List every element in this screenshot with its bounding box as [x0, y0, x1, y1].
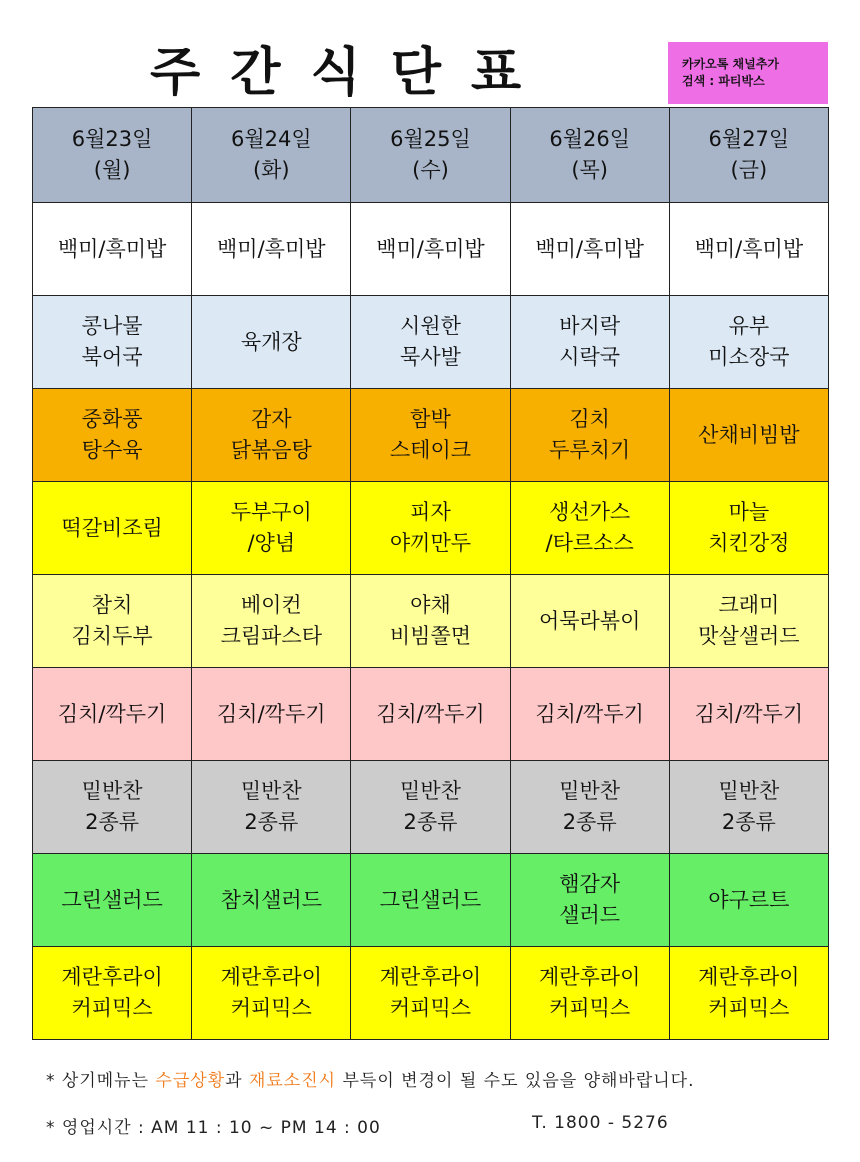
menu-item-text: 김치/깍두기 [217, 701, 326, 726]
menu-item-text: 그린샐러드 [61, 887, 163, 912]
menu-cell [192, 389, 351, 482]
menu-item-text: 커피믹스 [230, 996, 312, 1020]
menu-item-text: 백미/흑미밥 [376, 236, 485, 261]
menu-item-text: 2종류 [403, 810, 458, 834]
menu-cell [33, 854, 192, 947]
menu-cell [351, 668, 510, 761]
menu-cell [510, 482, 669, 575]
menu-item-text: 김치/깍두기 [694, 701, 804, 726]
date-header-cell [510, 108, 669, 203]
menu-item-text: 감자 [250, 407, 292, 431]
menu-item-text: 참치샐러드 [220, 887, 322, 912]
menu-item-text: 피자 [410, 500, 451, 524]
kakao-line-2: 검색 : 파티박스 [682, 74, 765, 88]
menu-cell [33, 482, 192, 575]
menu-cell [510, 854, 669, 947]
notice-highlight-supply: 수급상황 [155, 1071, 226, 1091]
date-header-row [33, 108, 829, 203]
kakao-line-1: 카카오톡 채널추가 [682, 57, 779, 71]
menu-item-text: 크림파스타 [220, 624, 322, 648]
menu-cell [33, 296, 192, 389]
menu-item-text: 2종류 [562, 810, 617, 834]
menu-cell [510, 296, 669, 389]
menu-item-text: 콩나물 [81, 314, 143, 338]
menu-item-text: /양념 [247, 531, 296, 555]
menu-item-text: 미소장국 [708, 345, 790, 369]
menu-cell [669, 575, 828, 668]
menu-item-text: 계란후라이 [61, 965, 163, 989]
menu-item-text: 바지락 [559, 314, 621, 338]
kakao-channel-badge [668, 42, 828, 104]
menu-row-kimchi [33, 668, 829, 761]
menu-row-main [33, 389, 829, 482]
weekly-menu-table [32, 107, 829, 1040]
menu-cell [669, 296, 828, 389]
menu-cell [669, 854, 828, 947]
menu-cell [33, 203, 192, 296]
menu-cell [33, 761, 192, 854]
menu-cell [510, 761, 669, 854]
menu-item-text: 시원한 [400, 314, 461, 338]
menu-cell [192, 668, 351, 761]
date-label: 6월27일 [708, 127, 790, 151]
menu-item-text: 야끼만두 [389, 531, 472, 555]
menu-cell [510, 947, 669, 1040]
menu-item-text: 탕수육 [81, 438, 143, 462]
date-label: 6월25일 [390, 127, 471, 151]
menu-cell [669, 761, 828, 854]
menu-item-text: 묵사발 [400, 345, 461, 369]
menu-item-text: 그린샐러드 [379, 887, 482, 912]
menu-cell [192, 947, 351, 1040]
notice-prefix: * 상기메뉴는 [46, 1071, 156, 1091]
menu-item-text: 비빔쫄면 [389, 624, 472, 648]
menu-item-text: 맛살샐러드 [698, 624, 800, 648]
menu-cell [33, 668, 192, 761]
menu-cell [192, 575, 351, 668]
menu-cell [510, 389, 669, 482]
menu-cell [510, 668, 669, 761]
menu-item-text: 2종류 [244, 810, 299, 834]
menu-item-text: 커피믹스 [71, 996, 153, 1020]
weekday-label: (금) [730, 158, 768, 182]
menu-cell [510, 203, 669, 296]
menu-item-text: 백미/흑미밥 [694, 236, 804, 261]
menu-item-text: 시락국 [559, 345, 621, 369]
menu-item-text: 2종류 [85, 810, 140, 834]
menu-item-text: 계란후라이 [538, 965, 641, 989]
menu-item-text: 닭볶음탕 [230, 438, 312, 462]
weekday-label: (월) [93, 158, 131, 182]
menu-item-text: 밑반찬 [559, 779, 621, 803]
menu-row-rice [33, 203, 829, 296]
menu-cell [351, 761, 510, 854]
menu-item-text: 어묵라볶이 [538, 608, 641, 633]
menu-cell [33, 947, 192, 1040]
menu-item-text: 계란후라이 [220, 965, 322, 989]
menu-item-text: 야채 [410, 593, 451, 617]
menu-cell [33, 575, 192, 668]
menu-item-text: 계란후라이 [698, 965, 800, 989]
menu-item-text: 백미/흑미밥 [57, 236, 167, 261]
menu-item-text: 백미/흑미밥 [217, 236, 326, 261]
date-label: 6월26일 [549, 127, 630, 151]
menu-item-text: 마늘 [728, 500, 770, 524]
menu-item-text: 샐러드 [559, 903, 621, 927]
menu-cell [669, 389, 828, 482]
menu-item-text: 김치/깍두기 [57, 701, 167, 726]
menu-row-soup [33, 296, 829, 389]
menu-item-text: 김치/깍두기 [535, 701, 644, 726]
menu-cell [351, 575, 510, 668]
menu-item-text: 커피믹스 [389, 996, 472, 1020]
menu-cell [351, 947, 510, 1040]
menu-item-text: 떡갈비조림 [61, 515, 163, 540]
menu-item-text: 치킨강정 [708, 531, 790, 555]
notice-highlight-soldout: 재료소진시 [248, 1071, 337, 1091]
date-header-cell [192, 108, 351, 203]
menu-cell [192, 482, 351, 575]
weekday-label: (화) [252, 158, 290, 182]
menu-item-text: 밑반찬 [400, 779, 461, 803]
menu-item-text: 두루치기 [549, 438, 631, 462]
page-title: 주간식단표 [150, 43, 552, 103]
phone-number: T. 1800 - 5276 [532, 1113, 669, 1133]
menu-item-text: 참치 [91, 593, 133, 617]
menu-cell [192, 761, 351, 854]
menu-item-text: 크래미 [718, 593, 780, 617]
menu-cell [192, 296, 351, 389]
date-header-cell [351, 108, 510, 203]
menu-item-text: 생선가스 [549, 500, 631, 524]
menu-item-text: 2종류 [721, 810, 776, 834]
menu-item-text: 햄감자 [559, 872, 621, 896]
date-label: 6월24일 [230, 127, 312, 151]
menu-change-notice [46, 1066, 695, 1091]
menu-cell [351, 389, 510, 482]
menu-cell [669, 668, 828, 761]
menu-cell [510, 575, 669, 668]
weekday-label: (수) [412, 158, 449, 182]
date-header-cell [33, 108, 192, 203]
menu-item-text: 두부구이 [230, 500, 312, 524]
menu-row-side2 [33, 575, 829, 668]
menu-cell [669, 947, 828, 1040]
menu-item-text: 백미/흑미밥 [535, 236, 644, 261]
menu-cell [192, 854, 351, 947]
menu-row-salad [33, 854, 829, 947]
menu-item-text: 베이컨 [240, 593, 302, 617]
menu-item-text: 북어국 [81, 345, 143, 369]
menu-cell [669, 482, 828, 575]
menu-item-text: 김치두부 [71, 624, 153, 648]
menu-item-text: 스테이크 [389, 438, 472, 462]
menu-cell [33, 389, 192, 482]
notice-suffix: 부득이 변경이 될 수도 있음을 양해바랍니다. [336, 1071, 695, 1091]
menu-cell [192, 203, 351, 296]
menu-item-text: 김치/깍두기 [376, 701, 485, 726]
weekday-label: (목) [571, 158, 608, 182]
menu-cell [351, 296, 510, 389]
menu-item-text: 커피믹스 [708, 996, 790, 1020]
menu-cell [351, 482, 510, 575]
menu-item-text: 김치 [569, 407, 610, 431]
date-header-cell [669, 108, 828, 203]
menu-item-text: 유부 [728, 314, 770, 338]
menu-item-text: /타르소스 [545, 531, 634, 555]
notice-mid: 과 [225, 1071, 249, 1091]
menu-item-text: 중화풍 [81, 407, 143, 431]
menu-item-text: 산채비빔밥 [698, 422, 800, 447]
menu-item-text: 밑반찬 [81, 779, 143, 803]
menu-item-text: 밑반찬 [240, 779, 302, 803]
menu-row-dessert [33, 947, 829, 1040]
business-hours: * 영업시간 : AM 11 : 10 ~ PM 14 : 00 [46, 1118, 381, 1138]
menu-item-text: 밑반찬 [718, 779, 780, 803]
date-label: 6월23일 [71, 127, 153, 151]
menu-row-side1 [33, 482, 829, 575]
menu-item-text: 커피믹스 [549, 996, 631, 1020]
menu-cell [669, 203, 828, 296]
menu-item-text: 함박 [410, 407, 451, 431]
menu-cell [351, 203, 510, 296]
menu-cell [351, 854, 510, 947]
menu-row-banchan [33, 761, 829, 854]
menu-item-text: 계란후라이 [379, 965, 482, 989]
menu-item-text: 육개장 [240, 329, 302, 354]
menu-item-text: 야구르트 [708, 887, 790, 912]
